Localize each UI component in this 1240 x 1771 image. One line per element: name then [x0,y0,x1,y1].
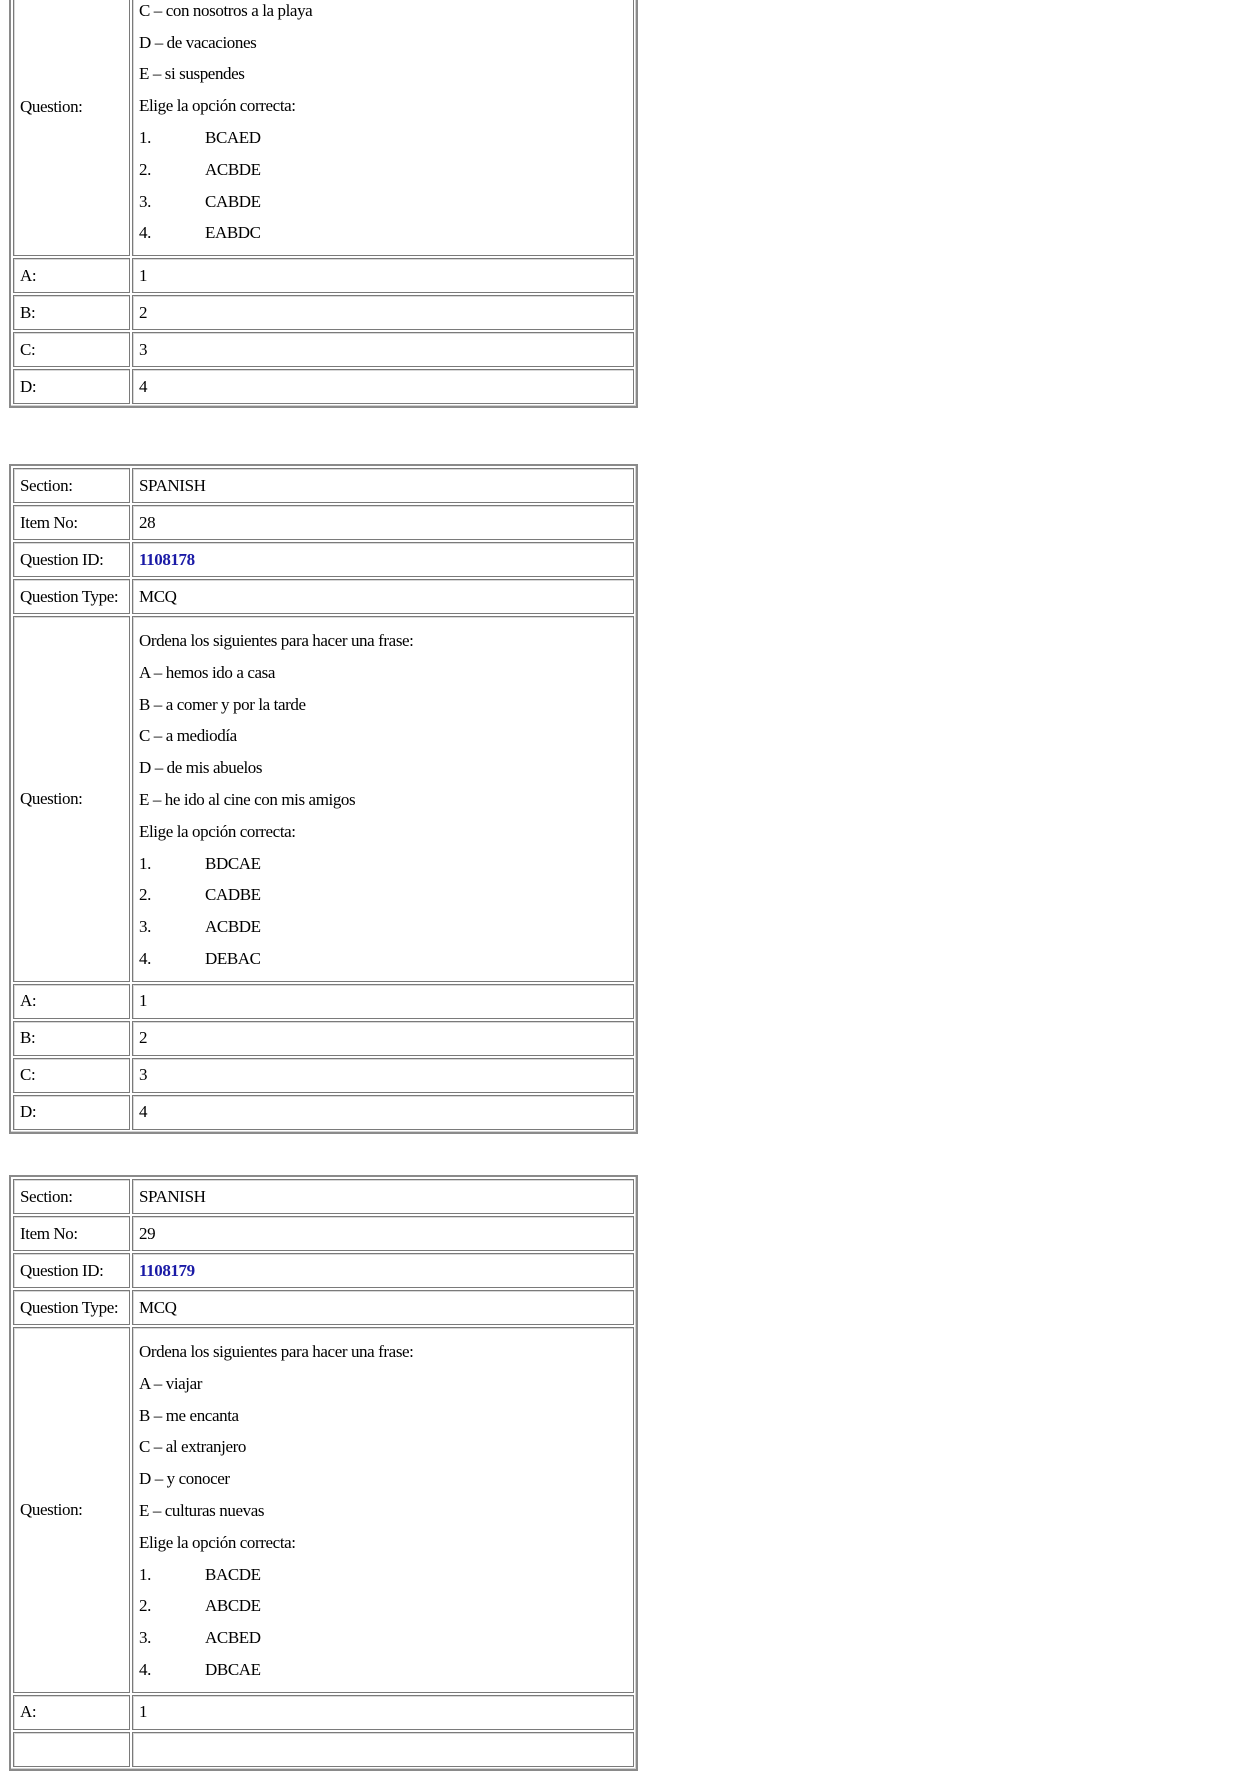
section-label: Section: [13,468,130,503]
answer-b-label: B: [13,295,130,330]
option-item [139,1622,627,1654]
question-line: C – al extranjero [139,1437,246,1457]
question-line: Ordena los siguientes para hacer una frase: [139,1342,414,1361]
option-text: BACDE [205,1564,261,1584]
answer-a-value: 1 [132,1695,634,1730]
question-line: D – de vacaciones [139,32,257,52]
option-item [139,943,627,975]
question-type-label: Question Type: [13,1290,130,1325]
option-number: 3. [139,1628,151,1648]
answer-b-value: 2 [132,295,634,330]
option-number: 3. [139,917,151,937]
question-label: Question: [13,0,130,256]
option-text: EABDC [205,223,261,243]
question-id-value: 1108178 [132,542,634,577]
option-text: CADBE [205,885,261,905]
question-line: Ordena los siguientes para hacer una frase: [139,631,414,650]
question-line: A – hemos ido a casa [139,662,275,682]
section-label: Section: [13,1179,130,1214]
question-label: Question: [13,616,130,982]
item-no-value: 28 [132,505,634,540]
answer-b-value [132,1732,634,1767]
option-item [139,1559,627,1591]
answer-b-label: B: [13,1021,130,1056]
answer-c-label: C: [13,332,130,367]
section-value: SPANISH [132,1179,634,1214]
option-number: 1. [139,127,151,147]
option-text: CABDE [205,191,261,211]
answer-a-label: A: [13,1695,130,1730]
option-item [139,217,627,249]
question-line: A – viajar [139,1373,203,1393]
option-text: ACBDE [205,917,261,937]
item-no-label: Item No: [13,1216,130,1251]
option-number: 2. [139,1596,151,1616]
option-number: 4. [139,223,151,243]
option-item [139,1654,627,1686]
question-line: E – si suspendes [139,64,245,84]
section-value: SPANISH [132,468,634,503]
option-item [139,911,627,943]
option-number: 4. [139,1659,151,1679]
question-id-label: Question ID: [13,542,130,577]
answer-a-value: 1 [132,984,634,1019]
answer-b-value: 2 [132,1021,634,1056]
option-item [139,848,627,880]
question-table-29 [9,1175,638,1771]
question-line: Elige la opción correcta: [139,1532,296,1552]
question-line: D – de mis abuelos [139,758,263,778]
answer-a-value: 1 [132,258,634,293]
answer-a-label: A: [13,984,130,1019]
question-id-label: Question ID: [13,1253,130,1288]
item-no-label: Item No: [13,505,130,540]
answer-c-value: 3 [132,1058,634,1093]
option-number: 3. [139,191,151,211]
question-line: C – a mediodía [139,726,237,746]
option-item [139,122,627,154]
answer-d-value: 4 [132,1095,634,1130]
option-text: ACBED [205,1628,261,1648]
question-id-value: 1108179 [132,1253,634,1288]
option-item [139,154,627,186]
option-number: 1. [139,853,151,873]
answer-d-label: D: [13,1095,130,1130]
question-line: E – he ido al cine con mis amigos [139,789,356,809]
question-line: B – a comer y por la tarde [139,694,306,714]
answer-a-label: A: [13,258,130,293]
option-number: 2. [139,159,151,179]
question-text [132,1327,634,1693]
answer-d-label: D: [13,369,130,404]
answer-c-label: C: [13,1058,130,1093]
option-text: BDCAE [205,853,261,873]
question-table-27 [9,0,638,408]
question-text [132,0,634,256]
option-item [139,879,627,911]
option-text: ABCDE [205,1596,261,1616]
question-type-value: MCQ [132,579,634,614]
question-line: E – culturas nuevas [139,1500,265,1520]
option-text: DBCAE [205,1659,261,1679]
option-number: 2. [139,885,151,905]
question-table-28 [9,464,638,1134]
question-type-value: MCQ [132,1290,634,1325]
option-number: 4. [139,948,151,968]
option-text: ACBDE [205,159,261,179]
option-number: 1. [139,1564,151,1584]
question-text [132,616,634,982]
question-line: Elige la opción correcta: [139,96,296,116]
question-type-label: Question Type: [13,579,130,614]
question-line: B – me encanta [139,1405,239,1425]
question-line: D – y conocer [139,1469,230,1489]
answer-b-label [13,1732,130,1767]
option-text: BCAED [205,127,261,147]
option-item [139,1590,627,1622]
answer-d-value: 4 [132,369,634,404]
option-item [139,186,627,218]
option-text: DEBAC [205,948,261,968]
item-no-value: 29 [132,1216,634,1251]
question-line: C – con nosotros a la playa [139,0,313,20]
question-line: Elige la opción correcta: [139,821,296,841]
question-label: Question: [13,1327,130,1693]
answer-c-value: 3 [132,332,634,367]
